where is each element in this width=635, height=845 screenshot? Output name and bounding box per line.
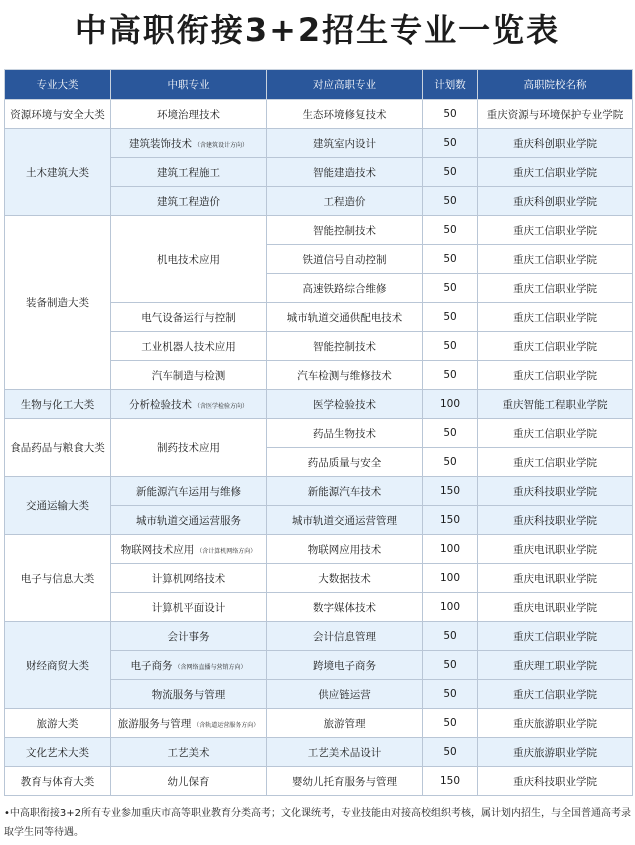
plan-count-cell: 50 [423, 709, 478, 738]
school-name-cell: 重庆科技职业学院 [478, 506, 633, 535]
secondary-major-cell [111, 477, 267, 506]
school-name-cell: 重庆电讯职业学院 [478, 593, 633, 622]
secondary-major-cell [111, 129, 267, 158]
category-cell: 教育与体育大类 [5, 767, 111, 796]
secondary-major-label: 汽车制造与检测 [151, 369, 226, 382]
higher-major-cell: 物联网应用技术 [267, 535, 423, 564]
secondary-major-label: 建筑工程施工 [157, 166, 220, 179]
higher-major-cell: 铁道信号自动控制 [267, 245, 423, 274]
school-name-cell: 重庆电讯职业学院 [478, 535, 633, 564]
header-category: 专业大类 [5, 70, 111, 100]
secondary-major-cell [111, 216, 267, 303]
secondary-major-cell [111, 158, 267, 187]
plan-count-cell: 50 [423, 651, 478, 680]
school-name-cell: 重庆工信职业学院 [478, 448, 633, 477]
secondary-major-label: 制药技术应用 [157, 442, 220, 454]
school-name-cell: 重庆旅游职业学院 [478, 709, 633, 738]
category-cell: 财经商贸大类 [5, 622, 111, 709]
major-direction-note: （含计算机网络方向） [196, 547, 257, 555]
higher-major-cell: 城市轨道交通运营管理 [267, 506, 423, 535]
table-row [5, 419, 633, 448]
category-cell: 生物与化工大类 [5, 390, 111, 419]
secondary-major-cell [111, 738, 267, 767]
school-name-cell: 重庆科创职业学院 [478, 129, 633, 158]
major-direction-note: （含医学检验方向） [193, 402, 248, 410]
plan-count-cell: 50 [423, 680, 478, 709]
plan-count-cell: 50 [423, 274, 478, 303]
higher-major-cell: 供应链运营 [267, 680, 423, 709]
school-name-cell: 重庆工信职业学院 [478, 245, 633, 274]
table-row [5, 767, 633, 796]
table-row [5, 738, 633, 767]
higher-major-cell: 医学检验技术 [267, 390, 423, 419]
school-name-cell: 重庆工信职业学院 [478, 622, 633, 651]
secondary-major-cell [111, 100, 267, 129]
higher-major-cell: 旅游管理 [267, 709, 423, 738]
school-name-cell: 重庆旅游职业学院 [478, 738, 633, 767]
school-name-cell: 重庆理工职业学院 [478, 651, 633, 680]
higher-major-cell: 智能控制技术 [267, 216, 423, 245]
page-title: 中高职衔接3+2招生专业一览表 [74, 11, 561, 49]
plan-count-cell: 50 [423, 419, 478, 448]
plan-count-cell: 100 [423, 593, 478, 622]
school-name-cell: 重庆资源与环境保护专业学院 [478, 100, 633, 129]
enrollment-table [4, 69, 633, 796]
higher-major-cell: 药品质量与安全 [267, 448, 423, 477]
category-cell: 装备制造大类 [5, 216, 111, 390]
secondary-major-cell [111, 187, 267, 216]
table-row [5, 622, 633, 651]
plan-count-cell: 50 [423, 738, 478, 767]
table-header-row [5, 70, 633, 100]
category-cell: 食品药品与粮食大类 [5, 419, 111, 477]
plan-count-cell: 50 [423, 187, 478, 216]
plan-count-cell: 50 [423, 245, 478, 274]
higher-major-cell: 跨境电子商务 [267, 651, 423, 680]
major-direction-note: （含建筑设计方向） [193, 141, 248, 149]
header-secondary-major: 中职专业 [111, 70, 267, 100]
school-name-cell: 重庆工信职业学院 [478, 419, 633, 448]
plan-count-cell: 50 [423, 448, 478, 477]
plan-count-cell: 100 [423, 564, 478, 593]
table-row [5, 216, 633, 245]
school-name-cell: 重庆科创职业学院 [478, 187, 633, 216]
secondary-major-label: 环境治理技术 [157, 108, 220, 121]
higher-major-cell: 高速铁路综合维修 [267, 274, 423, 303]
plan-count-cell: 50 [423, 622, 478, 651]
higher-major-cell: 药品生物技术 [267, 419, 423, 448]
higher-major-cell: 智能控制技术 [267, 332, 423, 361]
table-body [5, 100, 633, 796]
plan-count-cell: 50 [423, 100, 478, 129]
footnote: •中高职衔接3+2所有专业参加重庆市高等职业教育分类高考；文化课统考，专业技能由对接高校组织考核，属计划内招生，与全国普通高考录取学生同等待遇。 [4, 808, 632, 838]
secondary-major-label: 物联网技术应用 [120, 543, 195, 556]
secondary-major-label: 分析检验技术 [128, 398, 192, 411]
category-cell: 土木建筑大类 [5, 129, 111, 216]
secondary-major-label: 会计事务 [167, 630, 210, 643]
school-name-cell: 重庆工信职业学院 [478, 361, 633, 390]
secondary-major-cell [111, 593, 267, 622]
plan-count-cell: 150 [423, 767, 478, 796]
higher-major-cell: 生态环境修复技术 [267, 100, 423, 129]
school-name-cell: 重庆工信职业学院 [478, 303, 633, 332]
plan-count-cell: 50 [423, 129, 478, 158]
school-name-cell: 重庆科技职业学院 [478, 477, 633, 506]
plan-count-cell: 150 [423, 477, 478, 506]
secondary-major-cell [111, 303, 267, 332]
secondary-major-label: 电气设备运行与控制 [141, 311, 236, 324]
category-cell: 资源环境与安全大类 [5, 100, 111, 129]
secondary-major-cell [111, 709, 267, 738]
plan-count-cell: 50 [423, 332, 478, 361]
higher-major-cell: 婴幼儿托育服务与管理 [267, 767, 423, 796]
higher-major-cell: 新能源汽车技术 [267, 477, 423, 506]
secondary-major-label: 计算机网络技术 [151, 572, 226, 585]
higher-major-cell: 会计信息管理 [267, 622, 423, 651]
table-row [5, 390, 633, 419]
plan-count-cell: 150 [423, 506, 478, 535]
secondary-major-cell [111, 767, 267, 796]
secondary-major-label: 工业机器人技术应用 [141, 340, 236, 353]
plan-count-cell: 50 [423, 303, 478, 332]
category-cell: 交通运输大类 [5, 477, 111, 535]
secondary-major-cell [111, 651, 267, 680]
secondary-major-label: 物流服务与管理 [151, 688, 226, 701]
secondary-major-cell [111, 506, 267, 535]
category-cell: 电子与信息大类 [5, 535, 111, 622]
secondary-major-label: 建筑工程造价 [157, 195, 220, 208]
higher-major-cell: 汽车检测与维修技术 [267, 361, 423, 390]
plan-count-cell: 50 [423, 361, 478, 390]
table-row [5, 535, 633, 564]
school-name-cell: 重庆工信职业学院 [478, 680, 633, 709]
plan-count-cell: 50 [423, 216, 478, 245]
higher-major-cell: 建筑室内设计 [267, 129, 423, 158]
secondary-major-cell [111, 419, 267, 477]
secondary-major-cell [111, 390, 267, 419]
plan-count-cell: 50 [423, 158, 478, 187]
table-row [5, 129, 633, 158]
secondary-major-cell [111, 622, 267, 651]
header-school-name: 高职院校名称 [478, 70, 633, 100]
higher-major-cell: 大数据技术 [267, 564, 423, 593]
table-row [5, 477, 633, 506]
higher-major-cell: 智能建造技术 [267, 158, 423, 187]
secondary-major-label: 机电技术应用 [157, 253, 220, 266]
school-name-cell: 重庆工信职业学院 [478, 274, 633, 303]
secondary-major-label: 城市轨道交通运营服务 [136, 514, 241, 527]
secondary-major-label: 建筑装饰技术 [128, 137, 192, 150]
major-direction-note: （含轨道运营服务方向） [193, 721, 260, 729]
plan-count-cell: 100 [423, 535, 478, 564]
secondary-major-label: 旅游服务与管理 [117, 717, 192, 730]
higher-major-cell: 数字媒体技术 [267, 593, 423, 622]
category-cell: 旅游大类 [5, 709, 111, 738]
category-cell: 文化艺术大类 [5, 738, 111, 767]
school-name-cell: 重庆科技职业学院 [478, 767, 633, 796]
major-direction-note: （含网络直播与营销方向） [174, 663, 247, 671]
secondary-major-label: 计算机平面设计 [151, 601, 226, 614]
school-name-cell: 重庆工信职业学院 [478, 216, 633, 245]
secondary-major-cell [111, 332, 267, 361]
secondary-major-label: 新能源汽车运用与维修 [136, 485, 241, 498]
header-higher-major: 对应高职专业 [267, 70, 423, 100]
plan-count-cell: 100 [423, 390, 478, 419]
higher-major-cell: 工程造价 [267, 187, 423, 216]
secondary-major-cell [111, 680, 267, 709]
header-plan-count: 计划数 [423, 70, 478, 100]
school-name-cell: 重庆工信职业学院 [478, 158, 633, 187]
higher-major-cell: 城市轨道交通供配电技术 [267, 303, 423, 332]
secondary-major-label: 工艺美术 [167, 746, 210, 759]
school-name-cell: 重庆智能工程职业学院 [478, 390, 633, 419]
table-row [5, 100, 633, 129]
secondary-major-cell [111, 564, 267, 593]
school-name-cell: 重庆工信职业学院 [478, 332, 633, 361]
secondary-major-label: 幼儿保育 [167, 775, 210, 788]
secondary-major-cell [111, 535, 267, 564]
secondary-major-label: 电子商务 [130, 659, 173, 672]
school-name-cell: 重庆电讯职业学院 [478, 564, 633, 593]
higher-major-cell: 工艺美术品设计 [267, 738, 423, 767]
table-row [5, 709, 633, 738]
secondary-major-cell [111, 361, 267, 390]
